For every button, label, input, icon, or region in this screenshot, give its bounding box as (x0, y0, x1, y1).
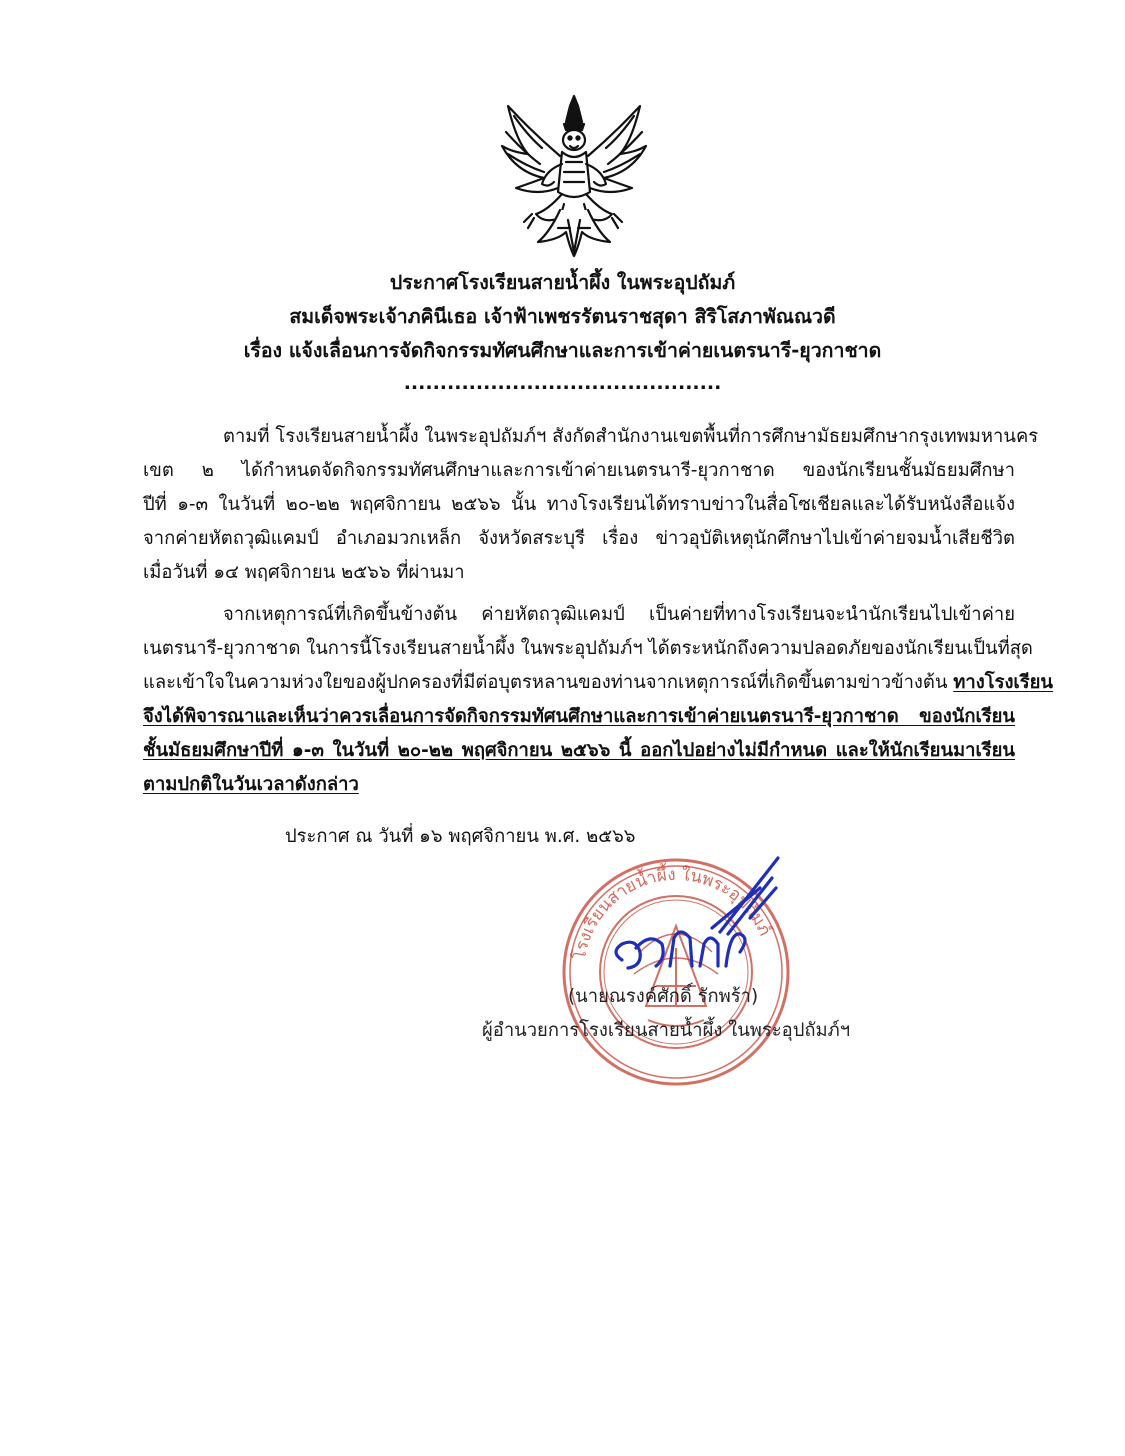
paragraph-2-line (143, 700, 1015, 734)
handwritten-signature (600, 848, 780, 978)
paragraph-1 (143, 420, 1039, 590)
paragraph-1-line: เมื่อวันที่ ๑๔ พฤศจิกายน ๒๕๖๖ ที่ผ่านมา (143, 562, 465, 583)
signer-title: ผู้อำนวยการโรงเรียนสายน้ำผึ้ง ในพระอุปถัมภ์ฯ (482, 1020, 851, 1041)
paragraph-2-text: และเข้าใจในความห่วงใยของผู้ปกครองที่มีต่อบุตรหลานของท่านจากเหตุการณ์ที่เกิดขึ้นตามข่าวข้างต้น (143, 672, 954, 693)
paragraph-2-line (143, 666, 1053, 700)
signer-name: (นายณรงค์ศักดิ์ รักพร้า) (568, 986, 759, 1007)
announcement-date: ประกาศ ณ วันที่ ๑๖ พฤศจิกายน พ.ศ. ๒๕๖๖ (285, 826, 636, 847)
header-subject: เรื่อง แจ้งเลื่อนการจัดกิจกรรมทัศนศึกษาและการเข้าค่ายเนตรนารี-ยุวกาชาด (243, 339, 882, 362)
paragraph-1-line: ตามที่ โรงเรียนสายน้ำผึ้ง ในพระอุปถัมภ์ฯ สังกัดสำนักงานเขตพื้นที่การศึกษามัธยมศึกษากรุงเทพมหานคร (223, 426, 1039, 447)
paragraph-2-emphasis: ทางโรงเรียน (953, 672, 1053, 693)
paragraph-2-line: จากเหตุการณ์ที่เกิดขึ้นข้างต้น ค่ายหัตถวุฒิแคมป์ เป็นค่ายที่ทางโรงเรียนจะนำนักเรียนไปเข้าค่าย (223, 604, 1015, 625)
paragraph-2-emphasis: ตามปกติในวันเวลาดังกล่าว (143, 774, 359, 795)
paragraph-2-line (143, 734, 1015, 768)
document-header (140, 266, 985, 398)
header-royal-patron: สมเด็จพระเจ้าภคินีเธอ เจ้าฟ้าเพชรรัตนราชสุดา สิริโสภาพัณณวดี (289, 305, 836, 328)
header-school-name: ประกาศโรงเรียนสายน้ำผึ้ง ในพระอุปถัมภ์ (389, 271, 736, 294)
paragraph-2-line: เนตรนารี-ยุวกาชาด ในการนี้โรงเรียนสายน้ำผึ้ง ในพระอุปถัมภ์ฯ ได้ตระหนักถึงความปลอดภัยของนักเรียนเป็นที่สุด (143, 638, 1033, 659)
paragraph-2-line (143, 768, 1015, 802)
paragraph-2-emphasis: จึงได้พิจารณาและเห็นว่าควรเลื่อนการจัดกิจกรรมทัศนศึกษาและการเข้าค่ายเนตรนารี-ยุวกาชาด ของนักเรียน (143, 706, 1015, 727)
paragraph-2 (143, 598, 1053, 802)
paragraph-2-emphasis: ชั้นมัธยมศึกษาปีที่ ๑-๓ ในวันที่ ๒๐-๒๒ พฤศจิกายน ๒๕๖๖ นี้ ออกไปอย่างไม่มีกำหนด และให้นักเรียนมาเรียน (143, 740, 1015, 761)
paragraph-1-line: จากค่ายหัตถวุฒิแคมป์ อำเภอมวกเหล็ก จังหวัดสระบุรี เรื่อง ข่าวอุบัติเหตุนักศึกษาไปเข้าค่ายจมน้ำเสียชีวิต (143, 528, 1015, 549)
header-divider-dots: ............................................ (403, 372, 722, 394)
garuda-emblem-icon (498, 92, 650, 260)
paragraph-1-line: เขต ๒ ได้กำหนดจัดกิจกรรมทัศนศึกษาและการเข้าค่ายเนตรนารี-ยุวกาชาด ของนักเรียนชั้นมัธยมศึกษา (143, 460, 1015, 481)
paragraph-1-line: ปีที่ ๑-๓ ในวันที่ ๒๐-๒๒ พฤศจิกายน ๒๕๖๖ นั้น ทางโรงเรียนได้ทราบข่าวในสื่อโซเชียลและได้รับหนังสือแจ้ง (143, 494, 1015, 515)
stamp-text: โรงเรียนสายน้ำผึ้ง ในพระอุปถัมภ์ (569, 864, 775, 962)
